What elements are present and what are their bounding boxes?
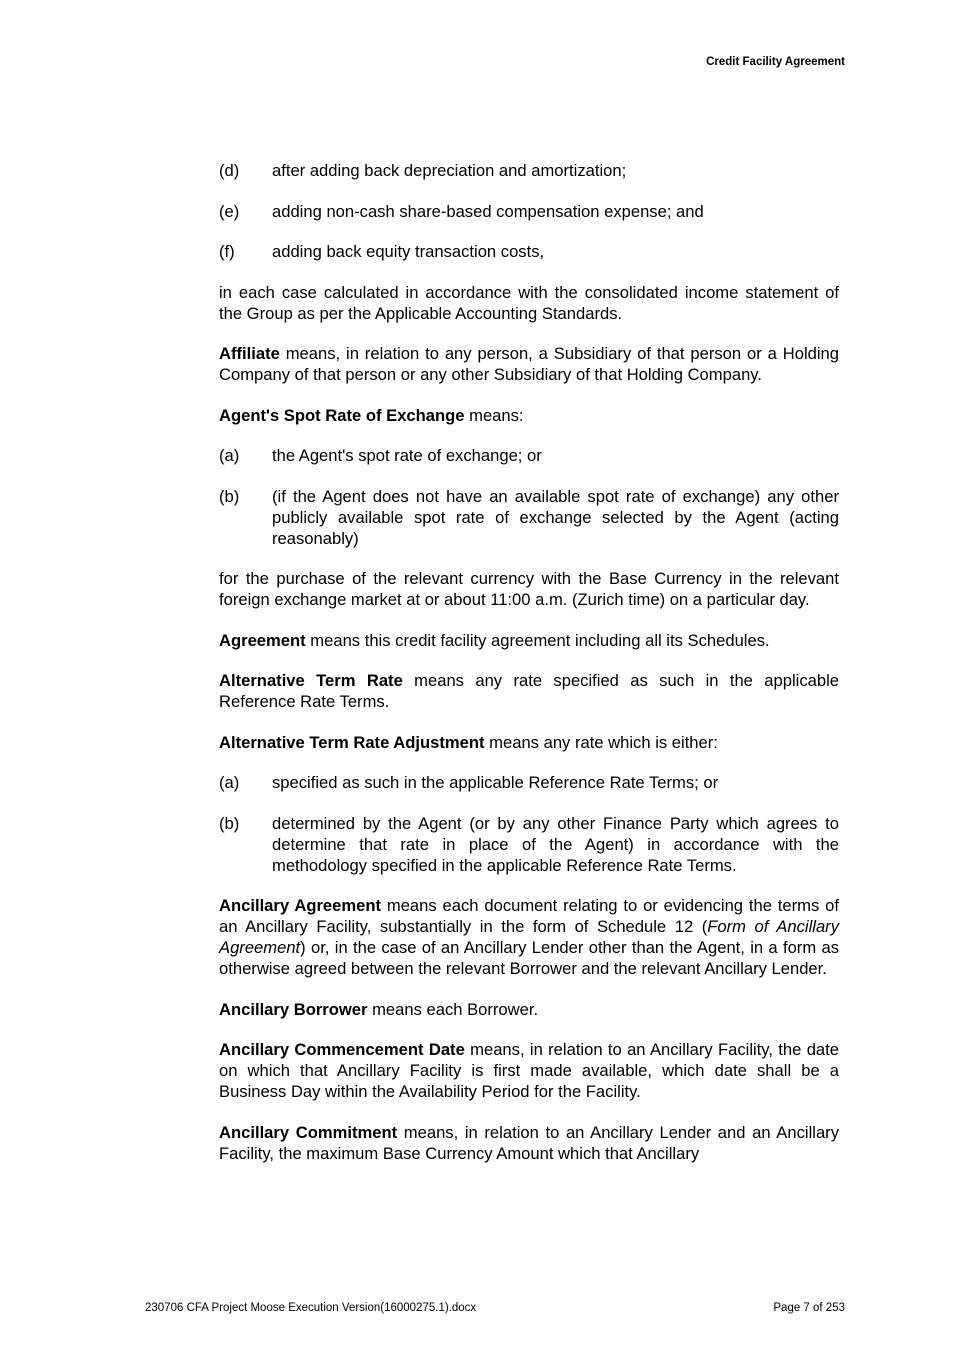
item-label: (b): [219, 486, 240, 506]
defined-term: Ancillary Commencement Date: [219, 1040, 465, 1059]
definition-ancillary-borrower: [219, 999, 839, 1020]
item-text: (if the Agent does not have an available spot rate of exchange) any other publicly available spot rate of exchange selected by the Agent (acting reasonably): [272, 486, 839, 548]
defined-term: Alternative Term Rate: [219, 671, 403, 690]
defined-term: Ancillary Commitment: [219, 1122, 398, 1142]
definition-text: means, in relation to an Ancillary Lender and an Ancillary Facility, the maximum Base Currency Amount which that Ancillary: [219, 1122, 839, 1163]
list-item: [219, 445, 839, 466]
defined-term: Agreement: [219, 630, 306, 650]
definition-ancillary-commencement-date: [219, 1039, 839, 1102]
list-item: [219, 486, 839, 549]
defined-term: Ancillary Agreement: [219, 896, 382, 915]
definition-text: ) or, in the case of an Ancillary Lender other than the Agent, in a form as otherwise agreed between the relevant Borrower and the relevant Ancillary Lender.: [219, 938, 839, 978]
definition-text: means each Borrower.: [367, 999, 539, 1019]
each-case-paragraph: in each case calculated in accordance with the consolidated income statement of the Group as per the Applicable Accounting Standards.: [219, 282, 839, 323]
item-text: adding non-cash share-based compensation expense; and: [272, 201, 704, 221]
defined-term: Ancillary Borrower: [219, 999, 368, 1019]
definition-text: means this credit facility agreement including all its Schedules.: [305, 630, 770, 650]
defined-term: Alternative Term Rate Adjustment: [219, 732, 485, 752]
list-item: [219, 813, 839, 876]
item-text: adding back equity transaction costs,: [272, 242, 545, 261]
spot-rate-tail: for the purchase of the relevant currency with the Base Currency in the relevant foreign exchange market at or about 11:00 a.m. (Zurich time) on a particular day.: [219, 569, 839, 609]
definition-text: means any rate specified as such in the applicable Reference Rate Terms.: [219, 671, 840, 711]
item-label: (f): [219, 242, 235, 261]
running-header: Credit Facility Agreement: [706, 56, 845, 68]
footer-document-reference: 230706 CFA Project Moose Execution Version(16000275.1).docx: [145, 1302, 477, 1314]
defined-term: Agent's Spot Rate of Exchange: [219, 405, 465, 425]
item-text: specified as such in the applicable Reference Rate Terms; or: [272, 773, 719, 792]
schedule-reference: Form of Ancillary Agreement: [219, 917, 839, 957]
item-label: (a): [219, 773, 240, 792]
definition-alternative-term-rate-adjustment: [219, 732, 839, 753]
item-label: (a): [219, 446, 240, 465]
item-label: (b): [219, 813, 240, 833]
definition-alternative-term-rate: [219, 670, 839, 712]
definition-ancillary-commitment: [219, 1122, 839, 1164]
footer-page-number: Page 7 of 253: [773, 1302, 845, 1314]
item-text: determined by the Agent (or by any other Finance Party which agrees to determine that rate in place of the Agent) in accordance with the methodology specified in the applicable Reference Rate Terms.: [272, 813, 839, 875]
document-body: [219, 160, 839, 1183]
item-label: (d): [219, 161, 240, 180]
item-label: (e): [219, 201, 240, 221]
definition-agreement: [219, 630, 839, 651]
definition-ancillary-agreement: [219, 895, 839, 979]
list-item: [219, 241, 839, 262]
definition-text: means:: [464, 405, 524, 425]
definition-affiliate: [219, 343, 839, 385]
definition-agents-spot-rate: [219, 405, 839, 426]
list-item: [219, 772, 839, 793]
list-item: [219, 201, 839, 222]
definition-text: means, in relation to any person, a Subsidiary of that person or a Holding Company of that person or any other Subsidiary of that Holding Company.: [219, 344, 839, 384]
definition-text: means any rate which is either:: [484, 732, 718, 752]
item-text: after adding back depreciation and amortization;: [272, 161, 627, 180]
list-item: [219, 160, 839, 181]
item-text: the Agent's spot rate of exchange; or: [272, 446, 542, 465]
definition-text: means each document relating to or evidencing the terms of an Ancillary Facility, substantially in the form of Schedule 12 (: [219, 896, 839, 936]
definition-text: means, in relation to an Ancillary Facility, the date on which that Ancillary Facility is first made available, which date shall be a Business Day within the Availability Period for the Facility.: [219, 1040, 839, 1101]
defined-term: Affiliate: [219, 344, 280, 363]
